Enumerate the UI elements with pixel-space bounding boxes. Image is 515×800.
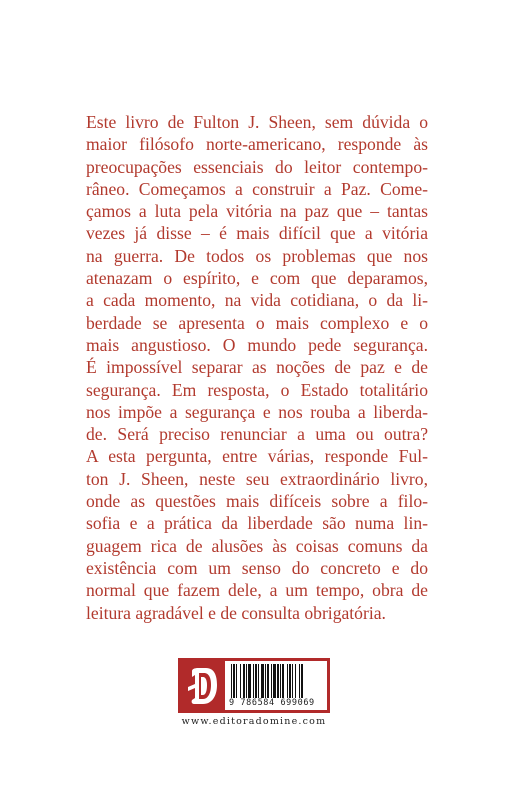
- barcode-bar: [277, 664, 279, 698]
- blurb-line: A esta pergunta, entre várias, responde Ful-: [86, 446, 428, 467]
- blurb-line: mais angustioso. O mundo pede segurança.: [86, 334, 428, 355]
- back-cover-blurb: [86, 111, 428, 624]
- barcode-bar: [240, 664, 241, 698]
- barcode-bars-icon: [229, 664, 325, 698]
- isbn-barcode: [225, 661, 327, 710]
- publisher-website: www.editoradomine.com: [181, 716, 327, 727]
- barcode-bar: [233, 664, 235, 698]
- barcode-bar: [258, 664, 259, 698]
- blurb-line: normal que fazem dele, a um tempo, obra de: [86, 580, 428, 601]
- publisher-logo: [181, 661, 225, 710]
- blurb-line: ton J. Sheen, neste seu extraordinário livro,: [86, 468, 428, 489]
- blurb-line: çamos a luta pela vitória na paz que – tantas: [86, 201, 428, 222]
- barcode-bar: [231, 664, 232, 698]
- barcode-bar: [287, 664, 288, 698]
- gothic-d-logo-icon: [186, 665, 220, 707]
- barcode-bar: [236, 664, 237, 698]
- isbn-number: 9 786584 699069: [229, 697, 315, 708]
- barcode-bar: [301, 664, 303, 698]
- barcode-bar: [295, 664, 296, 698]
- blurb-line: berdade se apresenta o mais complexo e o: [86, 312, 428, 333]
- blurb-line: a cada momento, na vida cotidiana, o da li-: [86, 290, 428, 311]
- barcode-bar: [265, 664, 266, 698]
- blurb-line: existência com um senso do concreto e do: [86, 557, 428, 578]
- blurb-line: de. Será preciso renunciar a uma ou outra?: [86, 424, 428, 445]
- barcode-bar: [299, 664, 300, 698]
- blurb-line: onde as questões mais difíceis sobre a filo-: [86, 491, 428, 512]
- barcode-bar: [271, 664, 272, 698]
- blurb-line: É impossível separar as noções de paz e de: [86, 357, 428, 378]
- barcode-bar: [261, 664, 264, 698]
- blurb-line: râneo. Começamos a construir a Paz. Come-: [86, 178, 428, 199]
- blurb-line: vezes já disse – é mais difícil que a vitória: [86, 223, 428, 244]
- barcode-bar: [267, 664, 269, 698]
- blurb-line: na guerra. De todos os problemas que nos: [86, 245, 428, 266]
- barcode-bar: [253, 664, 254, 698]
- blurb-line: guagem rica de alusões às coisas comuns da: [86, 535, 428, 556]
- barcode-bar: [255, 664, 257, 698]
- blurb-line: Este livro de Fulton J. Sheen, sem dúvida o: [86, 112, 428, 132]
- blurb-line: preocupações essenciais do leitor contempo-: [86, 156, 428, 177]
- barcode-bar: [289, 664, 291, 698]
- blurb-line: nos impõe a segurança e nos rouba a liberda-: [86, 401, 428, 422]
- barcode-bar: [246, 664, 247, 698]
- barcode-bar: [292, 664, 293, 698]
- publisher-barcode-panel: [178, 658, 330, 713]
- barcode-bar: [273, 664, 276, 698]
- blurb-line: sofia e a prática da liberdade são numa lin-: [86, 513, 428, 534]
- barcode-bar: [243, 664, 245, 698]
- barcode-bar: [282, 664, 284, 698]
- barcode-bar: [248, 664, 251, 698]
- blurb-line: maior filósofo norte-americano, responde às: [86, 134, 428, 155]
- barcode-bar: [280, 664, 281, 698]
- blurb-line: atenazam o espírito, e com que deparamos,: [86, 268, 428, 289]
- blurb-line: leitura agradável e de consulta obrigatória.: [86, 602, 386, 623]
- blurb-line: segurança. Em resposta, o Estado totalitário: [86, 379, 428, 400]
